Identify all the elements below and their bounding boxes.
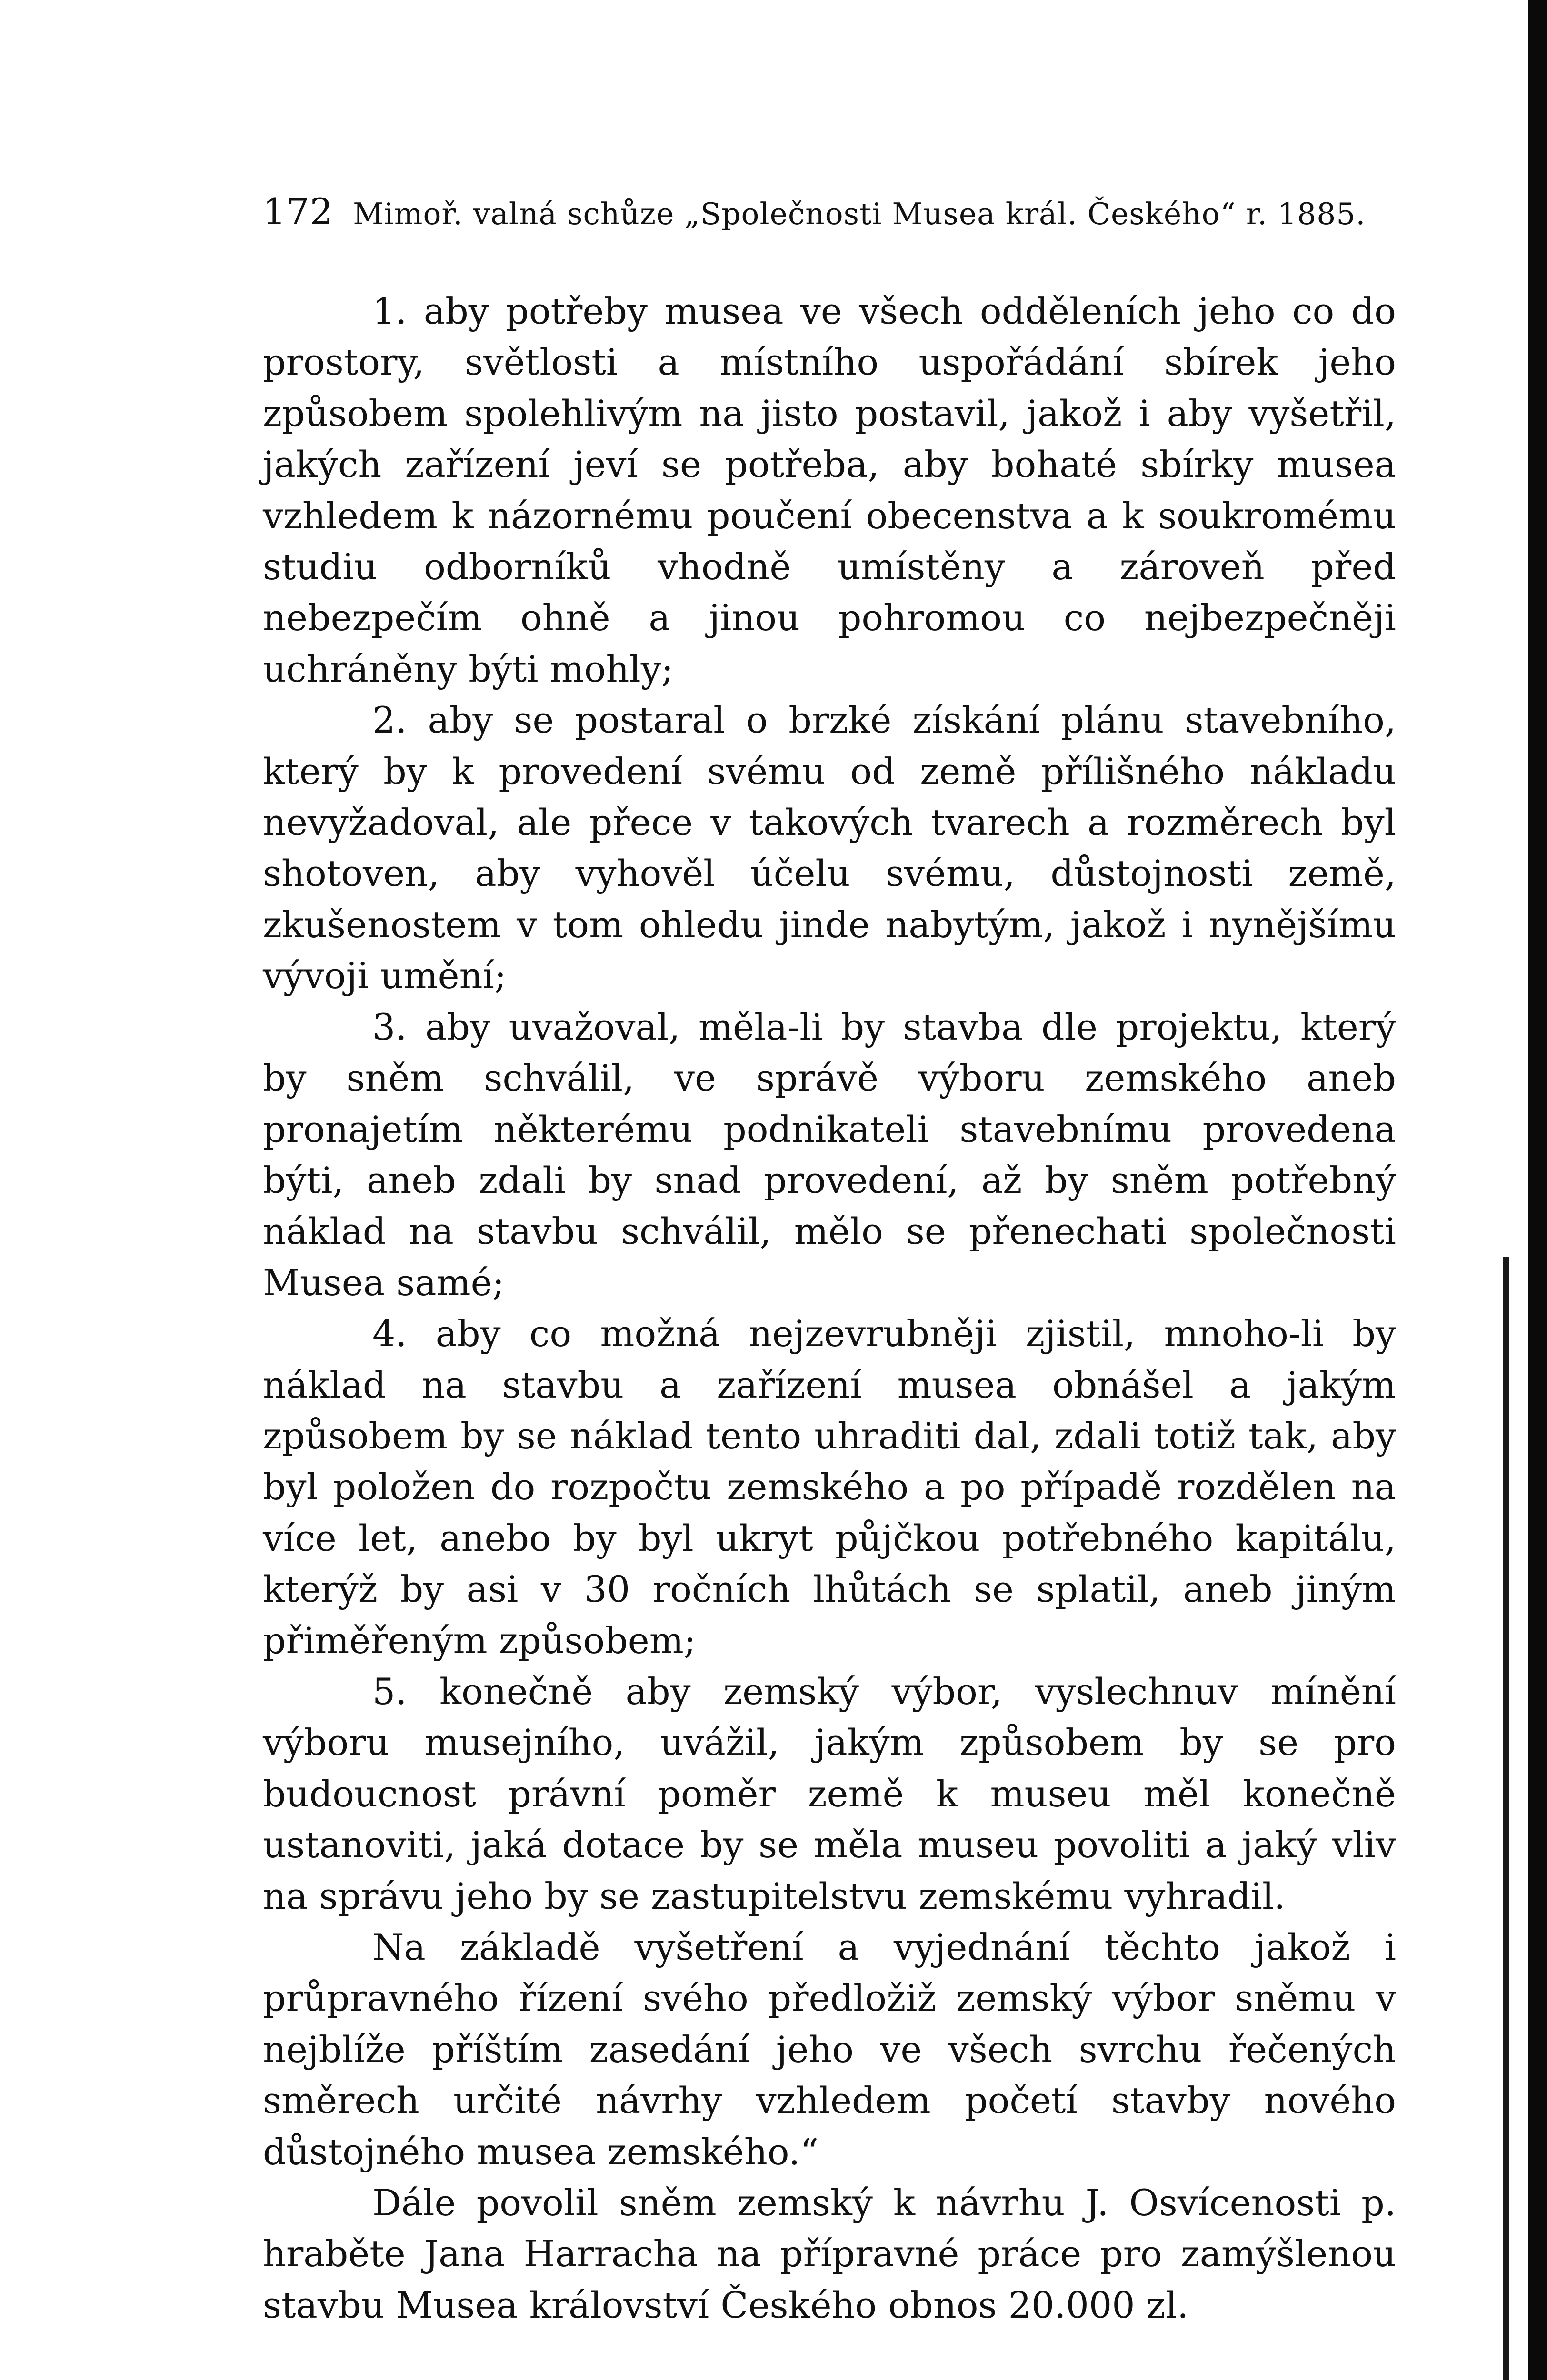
paragraph-conclusion: Na základě vyšetření a vyjednání těchto jakož i průpravného řízení svého předložiž zemský výbor sněmu v nejblíže příštím zasedání jeho ve všech svrchu řečených směrech určité návrhy vzhledem početí stavby nového důstojného musea zemského.“: [263, 1926, 1396, 2173]
paragraph-item-3: 3. aby uvažoval, měla-li by stavba dle projektu, který by sněm schválil, ve správě výboru zemského aneb pronajetím některému podnikateli stavebnímu provedena býti, aneb zdali by snad provedení, až by sněm potřebný náklad na stavbu schválil, mělo se přenechati společnosti Musea samé;: [263, 1005, 1396, 1304]
running-header: [263, 190, 1377, 233]
paragraph-item-4: 4. aby co možná nejzevrubněji zjistil, mnoho-li by náklad na stavbu a zařízení musea obnášel a jakým způsobem by se náklad tento uhraditi dal, zdali totiž tak, aby byl položen do rozpočtu zemského a po případě rozdělen na více let, anebo by byl ukryt půjčkou potřebného kapitálu, kterýž by asi v 30 ročních lhůtách se splatil, aneb jiným přiměřeným způsobem;: [263, 1312, 1396, 1662]
paragraph-item-2: 2. aby se postaral o brzké získání plánu stavebního, který by k provedení svému od země přílišného nákladu nevyžadoval, ale přece v takových tvarech a rozměrech byl shotoven, aby vyhověl účelu svému, důstojnosti země, zkušenostem v tom ohledu jinde nabytým, jakož i nynějšímu vývoji umění;: [263, 699, 1396, 997]
page-number: 172: [263, 190, 334, 233]
running-title: Mimoř. valná schůze „Společnosti Musea král. Českého“ r. 1885.: [353, 197, 1366, 231]
paragraph-item-5: 5. konečně aby zemský výbor, vyslechnuv mínění výboru musejního, uvážil, jakým způsobem by se pro budoucnost právní poměr země k museu měl konečně ustanoviti, jaká dotace by se měla museu povoliti a jaký vliv na správu jeho by se zastupitelstvu zemskému vyhradil.: [263, 1670, 1396, 1917]
body-text: [263, 286, 1396, 2330]
page-edge-shadow: [1503, 1257, 1509, 2380]
paragraph-item-1: 1. aby potřeby musea ve všech odděleních jeho co do prostory, světlosti a místního uspořádání sbírek jeho způsobem spolehlivým na jisto postavil, jakož i aby vyšetřil, jakých zařízení jeví se potřeba, aby bohaté sbírky musea vzhledem k názornému poučení obecenstva a k soukromému studiu odborníků vhodně umístěny a zároveň před nebezpečím ohně a jinou pohromou co nejbezpečněji uchráněny býti mohly;: [263, 290, 1396, 690]
paragraph-funding: Dále povolil sněm zemský k návrhu J. Osvícenosti p. hraběte Jana Harracha na přípravné práce pro zamýšlenou stavbu Musea království Českého obnos 20.000 zl.: [263, 2182, 1396, 2326]
